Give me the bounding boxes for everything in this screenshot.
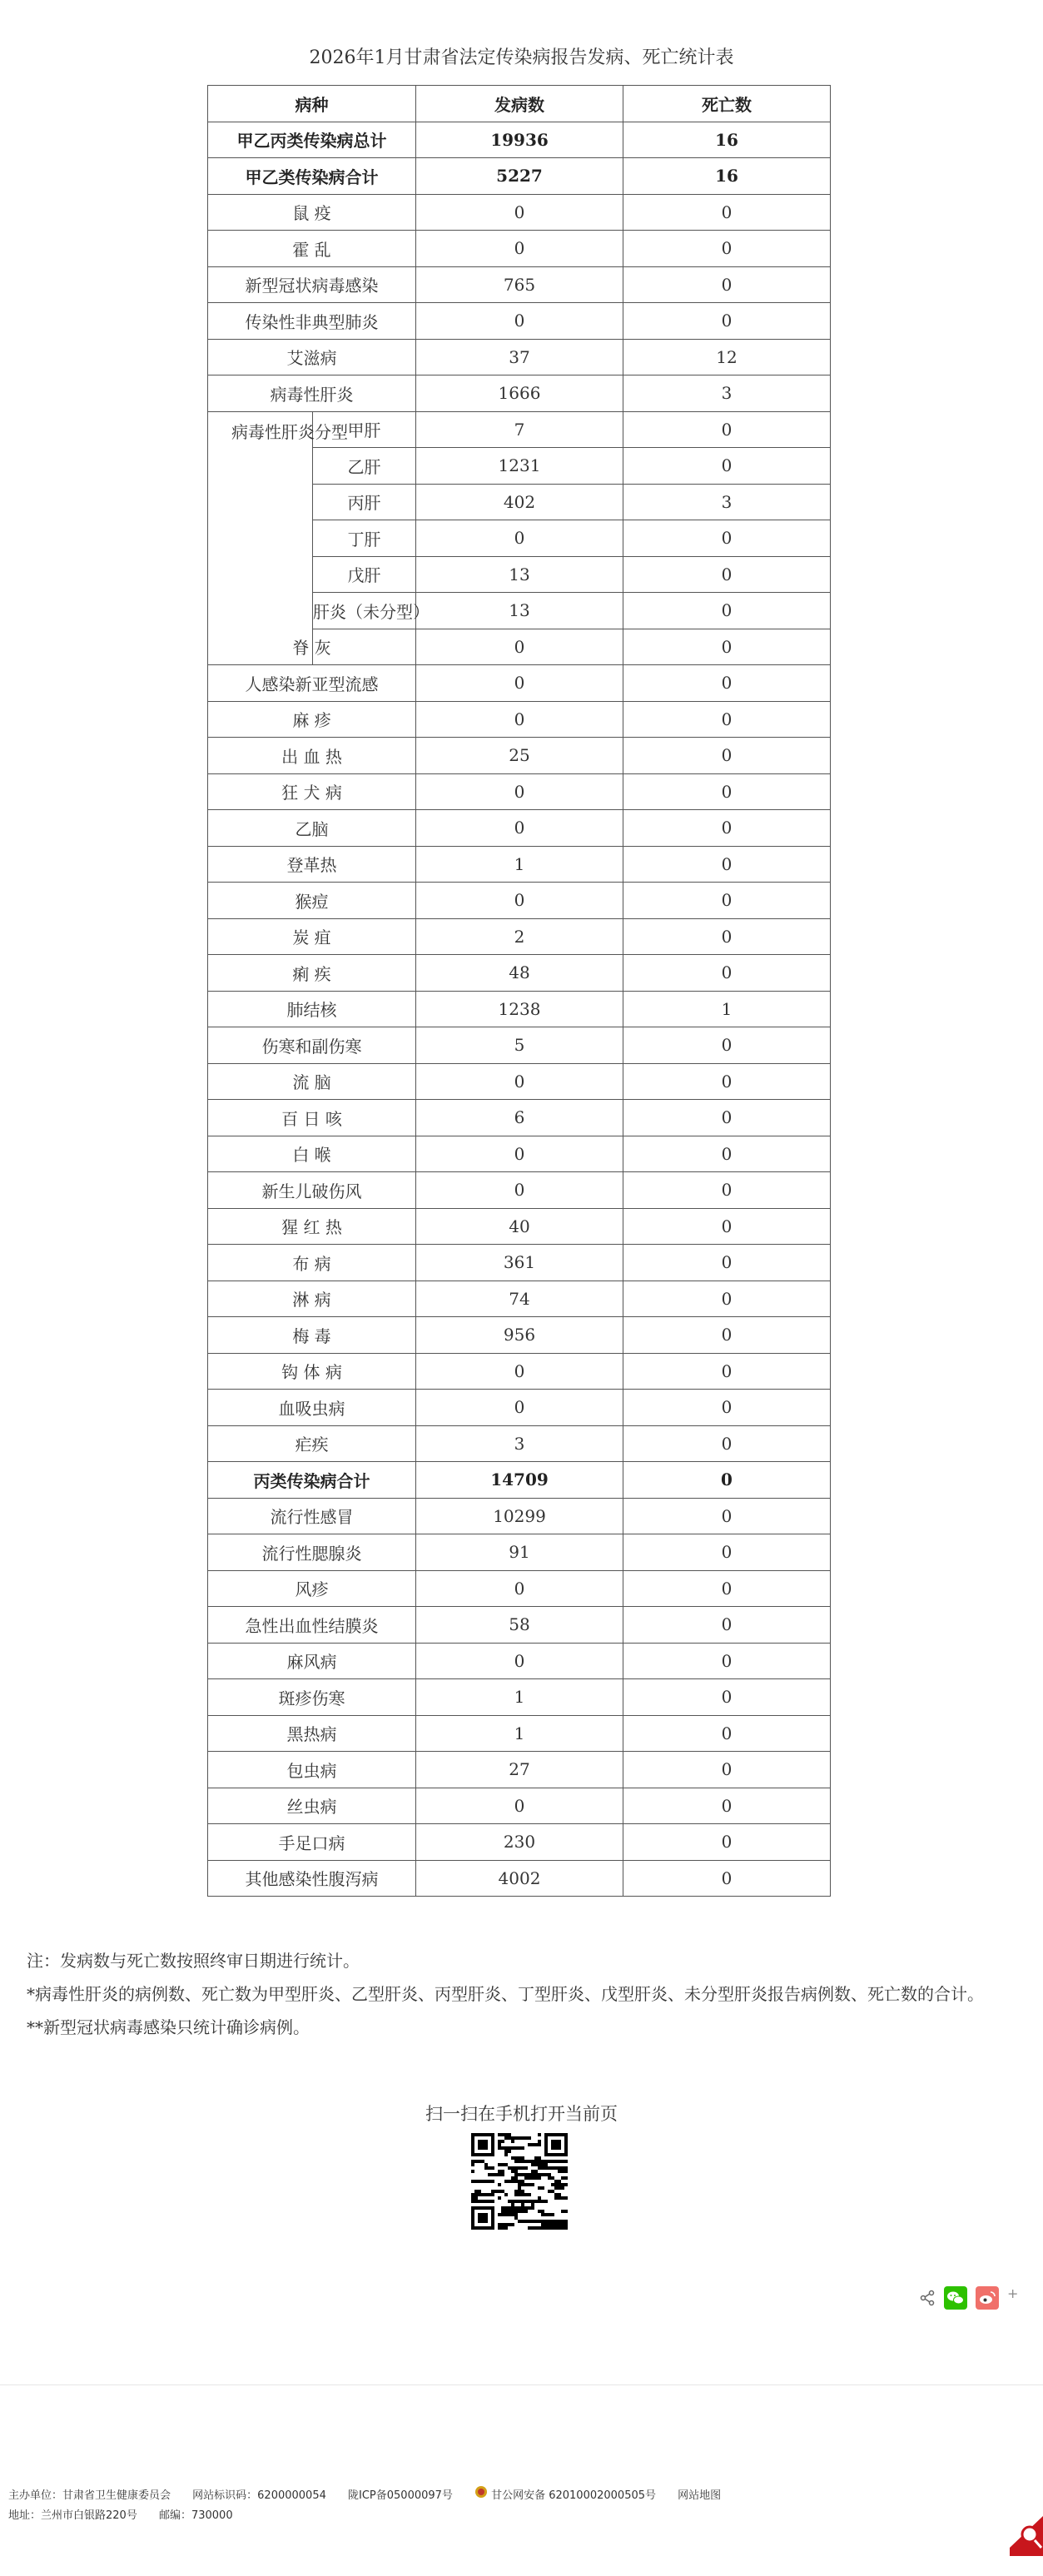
table-row xyxy=(208,1534,831,1571)
table-row xyxy=(208,1172,831,1209)
header-disease: 病种 xyxy=(208,86,416,122)
table-row xyxy=(208,1136,831,1172)
case-count: 19936 xyxy=(416,122,623,158)
case-count: 0 xyxy=(416,231,623,267)
death-count: 0 xyxy=(623,883,831,919)
table-row xyxy=(208,991,831,1027)
case-count: 37 xyxy=(416,339,623,375)
case-count: 5 xyxy=(416,1027,623,1064)
table-row xyxy=(208,194,831,231)
case-count: 0 xyxy=(416,1390,623,1426)
table-row xyxy=(208,158,831,195)
case-count: 40 xyxy=(416,1208,623,1245)
disease-name: 艾滋病 xyxy=(208,339,416,375)
table-row xyxy=(208,1100,831,1136)
death-count: 0 xyxy=(623,1607,831,1644)
death-count: 0 xyxy=(623,665,831,702)
table-row xyxy=(208,701,831,738)
table-row xyxy=(208,1425,831,1462)
case-count: 0 xyxy=(416,194,623,231)
case-count: 7 xyxy=(416,411,623,448)
table-row xyxy=(208,810,831,847)
footer-icp[interactable]: 陇ICP备05000097号 xyxy=(348,2489,453,2502)
disease-name: 流行性腮腺炎 xyxy=(208,1534,416,1571)
death-count: 0 xyxy=(623,266,831,303)
death-count: 0 xyxy=(623,701,831,738)
table-row xyxy=(208,1390,831,1426)
disease-name: 新生儿破伤风 xyxy=(208,1172,416,1209)
death-count: 0 xyxy=(623,1390,831,1426)
case-count: 1 xyxy=(416,846,623,883)
case-count: 0 xyxy=(416,1788,623,1824)
death-count: 0 xyxy=(623,1715,831,1752)
table-row xyxy=(208,1498,831,1534)
disease-name: 甲乙丙类传染病总计 xyxy=(208,122,416,158)
case-count: 0 xyxy=(416,1353,623,1390)
death-count: 0 xyxy=(623,1679,831,1716)
death-count: 1 xyxy=(623,991,831,1027)
death-count: 0 xyxy=(623,1752,831,1788)
table-row xyxy=(208,955,831,992)
table-row xyxy=(208,303,831,340)
case-count: 0 xyxy=(416,1172,623,1209)
disease-name: 病毒性肝炎 xyxy=(208,375,416,412)
table-row xyxy=(208,1860,831,1897)
death-count: 0 xyxy=(623,1498,831,1534)
case-count: 14709 xyxy=(416,1462,623,1499)
footer-host: 主办单位：甘肃省卫生健康委员会 xyxy=(8,2489,171,2502)
table-row xyxy=(208,1643,831,1679)
disease-name: 乙脑 xyxy=(208,810,416,847)
death-count: 0 xyxy=(623,918,831,955)
disease-name: 猩 红 热 xyxy=(208,1208,416,1245)
hepatitis-group-text: 病毒性肝炎分型 xyxy=(231,421,348,442)
death-count: 0 xyxy=(623,1281,831,1317)
case-count: 361 xyxy=(416,1245,623,1281)
table-row xyxy=(208,231,831,267)
table-row xyxy=(208,883,831,919)
death-count: 0 xyxy=(623,1208,831,1245)
search-corner-icon[interactable] xyxy=(993,2498,1043,2556)
case-count: 956 xyxy=(416,1317,623,1354)
case-count: 0 xyxy=(416,883,623,919)
disease-name: 疟疾 xyxy=(208,1425,416,1462)
disease-name: 包虫病 xyxy=(208,1752,416,1788)
disease-name: 炭 疽 xyxy=(208,918,416,955)
disease-name: 甲乙类传染病合计 xyxy=(208,158,416,195)
table-row xyxy=(208,1788,831,1824)
more-share-icon[interactable]: + xyxy=(1007,2285,1019,2301)
footer-police-record[interactable]: 甘公网安备 62010002000505号 xyxy=(491,2489,657,2502)
disease-name: 淋 病 xyxy=(208,1281,416,1317)
disease-statistics-table xyxy=(207,85,831,1897)
table-row xyxy=(208,1679,831,1716)
weibo-icon[interactable] xyxy=(976,2286,999,2313)
wechat-icon[interactable] xyxy=(944,2286,967,2313)
disease-name: 风疹 xyxy=(208,1570,416,1607)
death-count: 0 xyxy=(623,593,831,629)
death-count: 0 xyxy=(623,1570,831,1607)
case-count: 0 xyxy=(416,303,623,340)
case-count: 0 xyxy=(416,629,623,665)
disease-name-text: 脊 灰 xyxy=(292,638,331,659)
disease-name: 狂 犬 病 xyxy=(208,773,416,810)
case-count: 0 xyxy=(416,1570,623,1607)
table-row xyxy=(208,1752,831,1788)
table-row xyxy=(208,1317,831,1354)
death-count: 0 xyxy=(623,738,831,774)
footer-sitemap[interactable]: 网站地图 xyxy=(678,2489,722,2502)
disease-name: 流行性感冒 xyxy=(208,1498,416,1534)
subtype-name: 乙肝 xyxy=(313,448,416,485)
table-row xyxy=(208,1824,831,1861)
death-count: 0 xyxy=(623,194,831,231)
footer xyxy=(8,2485,739,2526)
disease-name: 梅 毒 xyxy=(208,1317,416,1354)
death-count: 0 xyxy=(623,810,831,847)
subtype-name: 肝炎（未分型） xyxy=(313,593,416,629)
footer-site-id: 网站标识码：6200000054 xyxy=(192,2489,326,2502)
death-count: 0 xyxy=(623,1425,831,1462)
table-row xyxy=(208,1570,831,1607)
table-row xyxy=(208,846,831,883)
death-count: 0 xyxy=(623,1353,831,1390)
case-count: 0 xyxy=(416,665,623,702)
table-row-subtype xyxy=(208,411,831,448)
footer-address: 地址：兰州市白银路220号 xyxy=(8,2509,137,2522)
disease-name: 登革热 xyxy=(208,846,416,883)
disease-name: 传染性非典型肺炎 xyxy=(208,303,416,340)
death-count: 0 xyxy=(623,955,831,992)
case-count: 2 xyxy=(416,918,623,955)
case-count: 4002 xyxy=(416,1860,623,1897)
death-count: 0 xyxy=(623,411,831,448)
disease-name: 钩 体 病 xyxy=(208,1353,416,1390)
case-count: 1666 xyxy=(416,375,623,412)
table-row xyxy=(208,339,831,375)
table-row xyxy=(208,1245,831,1281)
disease-name: 猴痘 xyxy=(208,883,416,919)
disease-name: 手足口病 xyxy=(208,1824,416,1861)
table-row xyxy=(208,738,831,774)
disease-name: 肺结核 xyxy=(208,991,416,1027)
death-count: 0 xyxy=(623,1027,831,1064)
share-bar xyxy=(919,2286,1018,2313)
case-count: 6 xyxy=(416,1100,623,1136)
disease-name: 丙类传染病合计 xyxy=(208,1462,416,1499)
note-3: **新型冠状病毒感染只统计确诊病例。 xyxy=(27,2017,310,2037)
table-header-row xyxy=(208,86,831,122)
case-count: 5227 xyxy=(416,158,623,195)
death-count: 16 xyxy=(623,122,831,158)
case-count: 0 xyxy=(416,1136,623,1172)
case-count: 48 xyxy=(416,955,623,992)
table-row xyxy=(208,1208,831,1245)
disease-name: 流 脑 xyxy=(208,1063,416,1100)
death-count: 0 xyxy=(623,1643,831,1679)
disease-name: 急性出血性结膜炎 xyxy=(208,1607,416,1644)
disease-name: 麻 疹 xyxy=(208,701,416,738)
death-count: 0 xyxy=(623,1788,831,1824)
case-count: 91 xyxy=(416,1534,623,1571)
death-count: 0 xyxy=(623,773,831,810)
page-title: 2026年1月甘肃省法定传染病报告发病、死亡统计表 xyxy=(309,47,734,68)
case-count: 1 xyxy=(416,1715,623,1752)
death-count: 0 xyxy=(623,1317,831,1354)
case-count: 0 xyxy=(416,701,623,738)
table-row xyxy=(208,375,831,412)
case-count: 25 xyxy=(416,738,623,774)
case-count: 58 xyxy=(416,1607,623,1644)
case-count: 0 xyxy=(416,773,623,810)
disease-name: 其他感染性腹泻病 xyxy=(208,1860,416,1897)
case-count: 10299 xyxy=(416,1498,623,1534)
table-row xyxy=(208,665,831,702)
death-count: 0 xyxy=(623,1534,831,1571)
table-row xyxy=(208,1462,831,1499)
death-count: 0 xyxy=(623,1100,831,1136)
disease-name: 斑疹伤寒 xyxy=(208,1679,416,1716)
qr-label: 扫一扫在手机打开当前页 xyxy=(425,2104,618,2124)
death-count: 16 xyxy=(623,158,831,195)
police-badge-icon xyxy=(474,2485,488,2506)
death-count: 0 xyxy=(623,629,831,665)
case-count: 13 xyxy=(416,593,623,629)
death-count: 0 xyxy=(623,231,831,267)
footer-postcode: 邮编：730000 xyxy=(158,2509,233,2522)
disease-name: 百 日 咳 xyxy=(208,1100,416,1136)
death-count: 3 xyxy=(623,375,831,412)
case-count: 765 xyxy=(416,266,623,303)
death-count: 0 xyxy=(623,846,831,883)
table-row xyxy=(208,1063,831,1100)
death-count: 0 xyxy=(623,1245,831,1281)
subtype-name: 丙肝 xyxy=(313,484,416,520)
disease-name: 霍 乱 xyxy=(208,231,416,267)
disease-name: 布 病 xyxy=(208,1245,416,1281)
subtype-name: 戊肝 xyxy=(313,556,416,593)
disease-name: 人感染新亚型流感 xyxy=(208,665,416,702)
case-count: 1238 xyxy=(416,991,623,1027)
table-row xyxy=(208,1715,831,1752)
table-row xyxy=(208,1027,831,1064)
case-count: 0 xyxy=(416,1643,623,1679)
death-count: 0 xyxy=(623,1824,831,1861)
note-1: 注：发病数与死亡数按照终审日期进行统计。 xyxy=(27,1951,360,1971)
death-count: 0 xyxy=(623,1063,831,1100)
death-count: 0 xyxy=(623,556,831,593)
death-count: 0 xyxy=(623,1860,831,1897)
case-count: 0 xyxy=(416,520,623,557)
disease-name: 丝虫病 xyxy=(208,1788,416,1824)
header-cases: 发病数 xyxy=(416,86,623,122)
subtype-name: 甲肝 xyxy=(313,411,416,448)
death-count: 0 xyxy=(623,1136,831,1172)
case-count: 0 xyxy=(416,1063,623,1100)
hepatitis-group-label xyxy=(208,411,348,665)
table-row xyxy=(208,266,831,303)
case-count: 230 xyxy=(416,1824,623,1861)
notes xyxy=(27,1944,1042,2044)
death-count: 0 xyxy=(623,303,831,340)
death-count: 3 xyxy=(623,484,831,520)
subtype-name: 丁肝 xyxy=(313,520,416,557)
table-row xyxy=(208,918,831,955)
death-count: 0 xyxy=(623,1462,831,1499)
death-count: 0 xyxy=(623,448,831,485)
table-row xyxy=(208,773,831,810)
header-deaths: 死亡数 xyxy=(623,86,831,122)
case-count: 27 xyxy=(416,1752,623,1788)
disease-name: 新型冠状病毒感染 xyxy=(208,266,416,303)
table-row xyxy=(208,1353,831,1390)
disease-name: 麻风病 xyxy=(208,1643,416,1679)
case-count: 13 xyxy=(416,556,623,593)
note-2: *病毒性肝炎的病例数、死亡数为甲型肝炎、乙型肝炎、丙型肝炎、丁型肝炎、戊型肝炎、未分型肝炎报告病例数、死亡数的合计。 xyxy=(27,1984,984,2004)
disease-name: 伤寒和副伤寒 xyxy=(208,1027,416,1064)
death-count: 0 xyxy=(623,520,831,557)
disease-name: 鼠 疫 xyxy=(208,194,416,231)
disease-name: 血吸虫病 xyxy=(208,1390,416,1426)
table-row xyxy=(208,122,831,158)
death-count: 12 xyxy=(623,339,831,375)
case-count: 74 xyxy=(416,1281,623,1317)
disease-name: 出 血 热 xyxy=(208,738,416,774)
table-row xyxy=(208,1607,831,1644)
disease-name: 白 喉 xyxy=(208,1136,416,1172)
case-count: 3 xyxy=(416,1425,623,1462)
disease-name: 痢 疾 xyxy=(208,955,416,992)
case-count: 1231 xyxy=(416,448,623,485)
table-row xyxy=(208,1281,831,1317)
disease-name xyxy=(292,629,416,665)
qr-code xyxy=(471,2133,568,2230)
disease-name: 黑热病 xyxy=(208,1715,416,1752)
case-count: 1 xyxy=(416,1679,623,1716)
case-count: 0 xyxy=(416,810,623,847)
death-count: 0 xyxy=(623,1172,831,1209)
case-count: 402 xyxy=(416,484,623,520)
share-icon[interactable] xyxy=(919,2290,936,2310)
